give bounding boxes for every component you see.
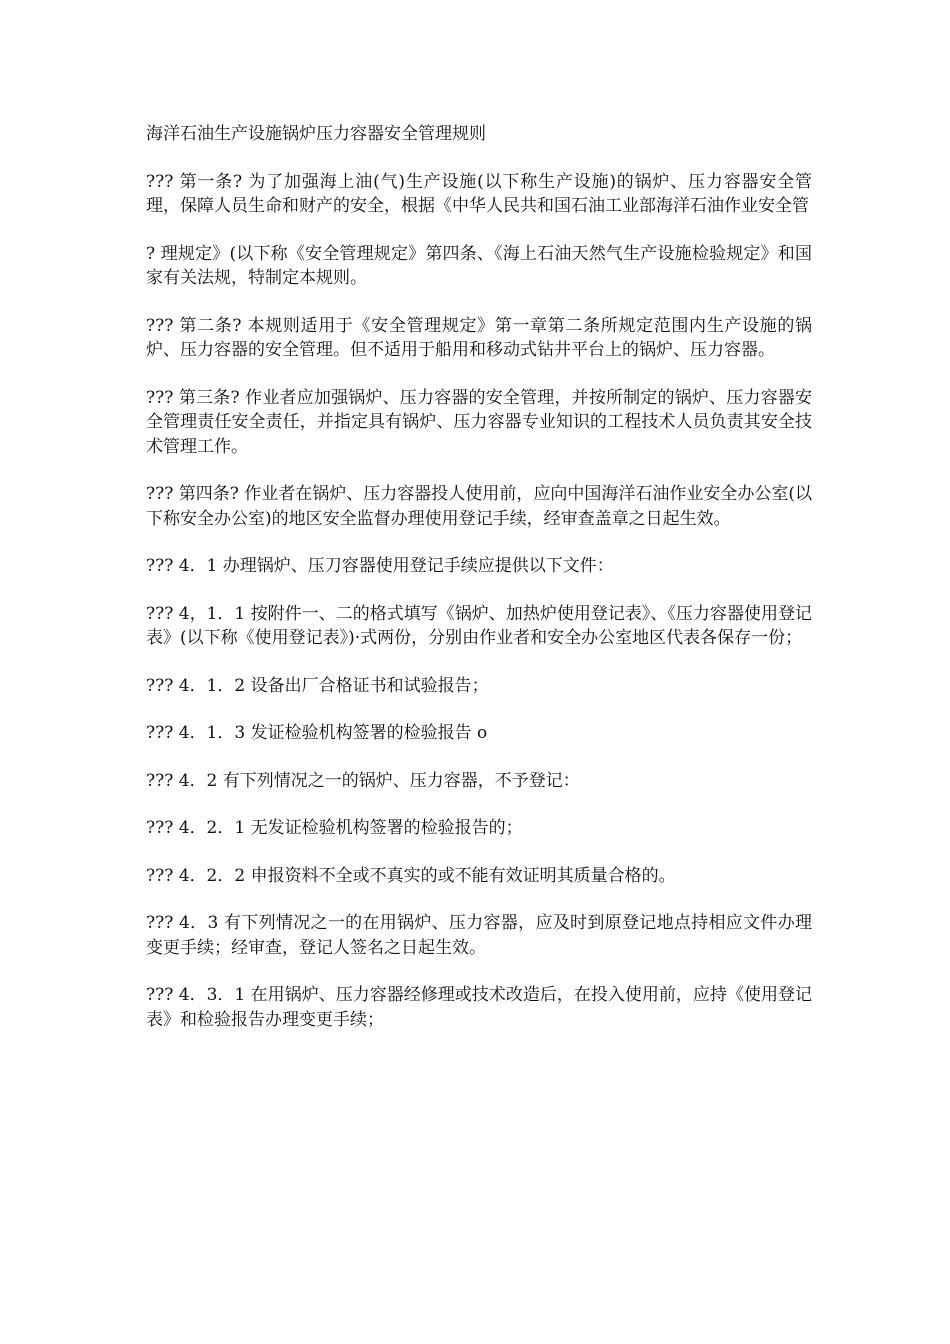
clause-4-1-2: ??? 4．1．2 设备出厂合格证书和试验报告； <box>146 675 489 696</box>
clause-4-2: ??? 4．2 有下列情况之一的锅炉、压力容器，不予登记： <box>146 770 580 791</box>
clause-4-1-1: ??? 4，1．1 按附件一、二的格式填写《锅炉、加热炉使用登记表》、《压力容器使用登记表》(以下称《使用登记表》)·式两份，分别由作业者和安全办公室地区代表各保存一份； <box>146 603 812 648</box>
article-4-paragraph: ??? 第四条? 作业者在锅炉、压力容器投人使用前，应向中国海洋石油作业安全办公室(以下称安全办公室)的地区安全监督办理使用登记手续，经审查盖章之日起生效。 <box>146 484 812 529</box>
article-1-continuation: ? 理规定》(以下称《安全管理规定》第四条、《海上石油天然气生产设施检验规定》和国家有关法规，特制定本规则。 <box>146 243 812 288</box>
article-1-paragraph: ??? 第一条? 为了加强海上油(气)生产设施(以下称生产设施)的锅炉、压力容器安全管理，保障人员生命和财产的安全，根据《中华人民共和国石油工业部海洋石油作业安全管 <box>146 171 812 216</box>
document-page <box>146 122 812 1055</box>
clause-4-3-1: ??? 4．3．1 在用锅炉、压力容器经修理或技术改造后，在投入使用前，应持《使用登记表》和检验报告办理变更手续； <box>146 985 812 1030</box>
article-3-paragraph: ??? 第三条? 作业者应加强锅炉、压力容器的安全管理，并按所制定的锅炉、压力容器安全管理责任安全责任，并指定具有锅炉、压力容器专业知识的工程技术人员负责其安全技术管理工作。 <box>146 387 812 457</box>
clause-4-2-2: ??? 4．2．2 申报资料不全或不真实的或不能有效证明其质量合格的。 <box>146 865 676 886</box>
document-title: 海洋石油生产设施锅炉压力容器安全管理规则 <box>146 124 486 144</box>
clause-4-1-3: ??? 4．1．3 发证检验机构签署的检验报告 o <box>146 723 488 743</box>
article-2-paragraph: ??? 第二条? 本规则适用于《安全管理规定》第一章第二条所规定范围内生产设施的锅炉、压力容器的安全管理。但不适用于船用和移动式钻井平台上的锅炉、压力容器。 <box>146 315 812 360</box>
clause-4-1: ??? 4．1 办理锅炉、压刀容器使用登记手续应提供以下文件： <box>146 556 614 576</box>
clause-4-2-1: ??? 4．2．1 无发证检验机构签署的检验报告的； <box>146 818 523 838</box>
clause-4-3: ??? 4．3 有下列情况之一的在用锅炉、压力容器，应及时到原登记地点持相应文件办理变更手续；经审查，登记人签名之日起生效。 <box>146 913 812 958</box>
